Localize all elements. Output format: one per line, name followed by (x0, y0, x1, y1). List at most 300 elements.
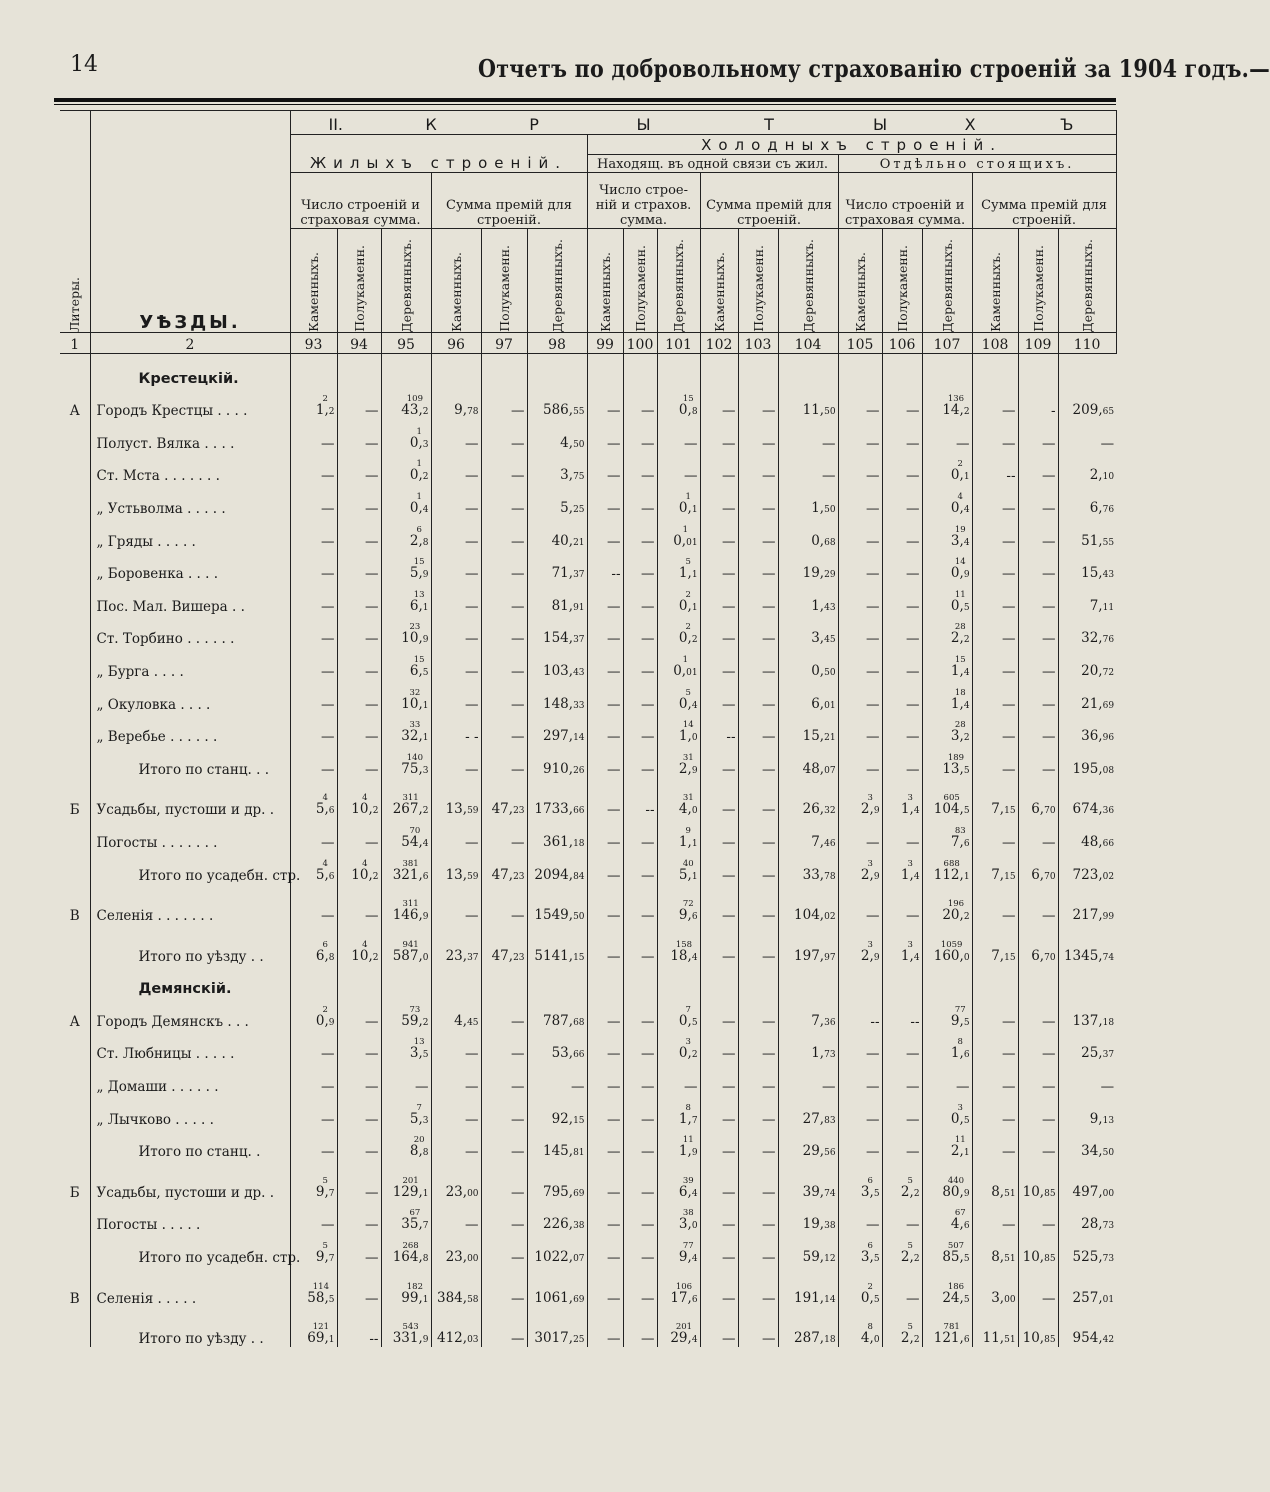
amount: — (511, 1290, 525, 1307)
uezdy-header: УѢЗДЫ. (139, 312, 241, 333)
data-cell (337, 818, 381, 851)
data-cell (381, 1128, 431, 1161)
data-cell (481, 452, 527, 485)
amount: 28, (1081, 1216, 1103, 1233)
cell-value (906, 834, 920, 851)
data-cell (1018, 1274, 1058, 1307)
data-cell (587, 647, 623, 680)
cell-value (679, 1242, 698, 1266)
cell-value (1063, 947, 1115, 965)
row-name: Ст. Мста . . . . . . . (90, 452, 290, 485)
cell-value (410, 558, 429, 582)
cell-value (866, 1111, 880, 1128)
amount: 99, (401, 1289, 423, 1306)
amount: 23, (445, 1183, 468, 1200)
data-cell (882, 1274, 922, 1307)
cell-value (951, 1038, 970, 1062)
cell-value (956, 435, 970, 452)
cell-value (762, 435, 776, 452)
amount: — (956, 435, 970, 452)
amount-fraction: 15 (573, 1115, 585, 1126)
group-premium-zhil: Сумма премій для строеній. (446, 198, 572, 228)
data-cell (337, 1160, 381, 1168)
cell-value (1073, 404, 1115, 419)
row-name: Городъ Демянскъ . . . (90, 997, 290, 1030)
data-cell (882, 615, 922, 648)
amount: — (722, 435, 736, 452)
data-cell (1058, 615, 1116, 648)
data-cell (337, 965, 381, 998)
cell-value (543, 662, 585, 680)
cell-value (551, 532, 585, 550)
amount: — (511, 533, 525, 550)
building-count: 11 (954, 589, 966, 600)
cell-value (866, 470, 880, 483)
data-cell (337, 452, 381, 485)
amount: 226, (543, 1216, 574, 1233)
data-cell (972, 354, 1018, 387)
cell-value (365, 1081, 379, 1094)
amount: 10, (401, 630, 423, 647)
data-cell (381, 387, 431, 420)
building-count: 8 (867, 1322, 873, 1333)
data-cell (778, 851, 838, 884)
building-count: 3 (907, 939, 913, 950)
data-cell (1018, 452, 1058, 485)
cell-value (803, 1145, 836, 1160)
cell-value (607, 663, 621, 680)
cell-value (365, 1290, 379, 1307)
cell-value (365, 405, 379, 418)
amount: 3, (409, 1045, 423, 1062)
amount: — (607, 948, 621, 965)
data-cell (972, 1274, 1018, 1307)
kryt-letter-5: Ы (872, 115, 888, 134)
cell-value (906, 1048, 920, 1061)
cell-value (543, 1218, 585, 1233)
kryt-letter-7: Ъ (1060, 115, 1074, 134)
data-cell (381, 517, 431, 550)
amount: — (571, 1079, 585, 1096)
cell-value (722, 435, 736, 452)
cell-value (794, 1332, 836, 1347)
cell-value (465, 568, 479, 581)
building-count: 268 (402, 1241, 419, 1252)
cell-value (641, 834, 655, 851)
cell-value (465, 761, 479, 778)
data-cell (481, 884, 527, 892)
amount: -- (611, 566, 621, 583)
cell-value (901, 1242, 920, 1266)
data-cell (587, 997, 623, 1030)
amount: — (1042, 663, 1056, 680)
data-cell (431, 452, 481, 485)
cell-value (951, 460, 970, 484)
cell-value (679, 754, 698, 778)
amount: — (641, 696, 655, 713)
amount-fraction: 6 (963, 1335, 970, 1346)
row-name: „ Веребье . . . . . . (90, 713, 290, 746)
amount: 1, (950, 1045, 964, 1062)
amount-fraction: 55 (573, 407, 585, 418)
amount: — (1002, 1111, 1016, 1128)
data-cell (778, 1201, 838, 1234)
amount-fraction: 5 (963, 1254, 970, 1265)
cell-value (465, 633, 479, 646)
col-number: 2 (185, 337, 195, 353)
data-cell (623, 550, 657, 583)
cell-value (1081, 1047, 1114, 1062)
amount: — (906, 403, 920, 420)
amount-fraction: 50 (573, 439, 585, 450)
data-cell (838, 1315, 882, 1348)
amount-fraction: 07 (573, 1254, 585, 1265)
cell-value (321, 834, 335, 851)
amount: 20, (942, 907, 964, 924)
cell-value (607, 1048, 621, 1061)
amount-fraction: 1 (963, 1148, 970, 1159)
cell-value (607, 1219, 621, 1232)
cell-value (794, 909, 836, 924)
data-cell (587, 786, 623, 819)
table-row (60, 1201, 1116, 1234)
amount-fraction: 75 (573, 472, 585, 483)
cell-value (365, 663, 379, 680)
amount-fraction: 70 (1044, 952, 1056, 963)
row-name: „ Домаши . . . . . . (90, 1062, 290, 1095)
data-cell (623, 1128, 657, 1161)
data-cell (481, 484, 527, 517)
kholodnykh-header: Холодныхъ строеній. (701, 136, 1002, 154)
data-cell (972, 786, 1018, 819)
amount: 7, (991, 866, 1005, 883)
amount: 35, (401, 1216, 423, 1233)
data-cell (838, 745, 882, 778)
data-cell (700, 387, 738, 420)
amount-fraction: 02 (824, 912, 836, 923)
cell-value (511, 761, 525, 778)
cell-value (811, 499, 836, 517)
data-cell (778, 452, 838, 485)
amount: — (1002, 1046, 1016, 1063)
cell-value (906, 1081, 920, 1094)
amount: — (1002, 729, 1016, 746)
amount-fraction: 9 (422, 912, 429, 923)
data-cell (1018, 582, 1058, 615)
cell-value (866, 598, 880, 615)
data-cell (700, 615, 738, 648)
cell-value (679, 493, 698, 517)
data-cell (623, 1160, 657, 1168)
data-cell (623, 1307, 657, 1315)
cell-value (641, 1290, 655, 1307)
data-cell (657, 713, 700, 746)
amount: — (365, 1046, 379, 1063)
amount: 331, (392, 1330, 423, 1347)
amount-fraction: 84 (573, 871, 585, 882)
data-cell (778, 1168, 838, 1201)
amount: — (722, 566, 736, 583)
amount-fraction: 46 (824, 838, 836, 849)
amount: — (511, 1331, 525, 1348)
amount-fraction: 2 (913, 1254, 920, 1265)
data-cell (290, 582, 337, 615)
building-count: 2 (867, 1281, 873, 1292)
data-cell (623, 713, 657, 746)
data-cell (290, 615, 337, 648)
amount: — (822, 1079, 836, 1096)
table-row (60, 1274, 1116, 1307)
amount: 1, (900, 866, 914, 883)
cell-value (901, 794, 920, 818)
row-letter (60, 615, 90, 648)
data-cell (481, 1030, 527, 1063)
cell-value (607, 948, 621, 965)
amount: — (607, 403, 621, 420)
cell-value (534, 866, 585, 884)
amount-fraction: 1 (691, 871, 698, 882)
amount: — (465, 1144, 479, 1161)
amount: 80, (942, 1183, 964, 1200)
cell-value (1002, 696, 1016, 713)
amount-fraction: 4 (963, 700, 970, 711)
cell-value (321, 598, 335, 615)
amount: — (511, 908, 525, 925)
amount-fraction: 2 (963, 912, 970, 923)
amount: 6, (678, 1183, 692, 1200)
cell-value (991, 1183, 1016, 1201)
amount: — (365, 834, 379, 851)
table-row (60, 452, 1116, 485)
building-count: 5 (685, 557, 691, 568)
amount-fraction: 85 (1044, 1335, 1056, 1346)
amount: 1, (315, 402, 329, 419)
amount: — (722, 1331, 736, 1348)
data-cell (337, 517, 381, 550)
running-title: Отчетъ по добровольному страхованію строеній за 1904 годъ.— (478, 54, 1270, 83)
data-cell (1018, 1307, 1058, 1315)
amount: 1345, (1063, 947, 1103, 964)
data-cell (337, 1315, 381, 1348)
amount-fraction: 7 (328, 1188, 335, 1199)
amount: — (866, 403, 880, 420)
cell-value (762, 910, 776, 923)
amount: — (641, 500, 655, 517)
data-cell (922, 1307, 972, 1315)
cell-value (543, 404, 585, 419)
data-cell (1058, 1168, 1116, 1201)
data-cell (738, 1160, 778, 1168)
data-cell (290, 1307, 337, 1315)
amount: 29, (670, 1330, 692, 1347)
amount-fraction: 8 (691, 407, 698, 418)
amount: — (511, 696, 525, 713)
amount: 10, (1022, 1249, 1045, 1266)
cell-value (1073, 1332, 1115, 1347)
data-cell (738, 932, 778, 965)
data-cell (1018, 484, 1058, 517)
column-number-row (60, 333, 1116, 354)
building-count: 2 (322, 394, 328, 405)
kryt-letter-6: Х (964, 115, 976, 134)
amount-fraction: 5 (963, 1115, 970, 1126)
data-cell (922, 851, 972, 884)
data-cell (700, 818, 738, 851)
cell-value (983, 1332, 1016, 1347)
amount: — (365, 1013, 379, 1030)
cell-value (316, 1177, 335, 1201)
amount: — (762, 1046, 776, 1063)
cell-value (861, 1283, 880, 1307)
data-cell (1018, 517, 1058, 550)
data-cell (381, 1168, 431, 1201)
amount: 6, (315, 947, 329, 964)
amount: — (956, 1079, 970, 1096)
cell-value (1042, 834, 1056, 851)
amount-fraction: 74 (824, 1188, 836, 1199)
cell-value (811, 833, 836, 851)
amount: 69, (307, 1330, 329, 1347)
cell-value (906, 633, 920, 646)
data-cell (657, 818, 700, 851)
data-cell (481, 924, 527, 932)
amount-fraction: 36 (824, 1017, 836, 1028)
amount: — (906, 533, 920, 550)
data-cell (1058, 1315, 1116, 1348)
cell-value (511, 1184, 525, 1201)
amount-fraction: 00 (1004, 1294, 1016, 1305)
data-cell (1018, 965, 1058, 998)
data-cell (481, 615, 527, 648)
amount: — (365, 631, 379, 648)
amount: 587, (392, 947, 423, 964)
amount-fraction: 85 (1044, 1254, 1056, 1265)
data-cell (1018, 615, 1058, 648)
data-cell (700, 1095, 738, 1128)
data-cell (738, 924, 778, 932)
data-cell (587, 419, 623, 452)
cell-value (321, 731, 335, 744)
cell-value (641, 405, 655, 418)
col-kam: Каменныхъ. (987, 252, 1003, 332)
data-cell (657, 1201, 700, 1234)
cell-value (321, 1081, 335, 1094)
amount-fraction: 78 (824, 871, 836, 882)
data-cell (738, 484, 778, 517)
amount: — (607, 468, 621, 485)
amount-fraction: 5 (963, 1294, 970, 1305)
data-cell (882, 452, 922, 485)
data-cell (337, 745, 381, 778)
amount: — (607, 1111, 621, 1128)
data-cell (882, 818, 922, 851)
amount: — (906, 435, 920, 452)
cell-value (934, 794, 970, 818)
cell-value (465, 910, 479, 923)
cell-value (401, 1209, 428, 1233)
data-cell (1018, 851, 1058, 884)
cell-value (762, 948, 776, 965)
amount-fraction: 2 (913, 1335, 920, 1346)
amount: — (1002, 1217, 1016, 1234)
cell-value (951, 558, 970, 582)
amount: — (762, 1331, 776, 1348)
cell-value (641, 1219, 655, 1232)
amount: 3017, (534, 1330, 574, 1347)
amount: — (762, 631, 776, 648)
data-cell (657, 1062, 700, 1095)
cell-value (410, 1038, 429, 1062)
cell-value (951, 1006, 970, 1030)
data-cell (972, 647, 1018, 680)
data-cell (657, 997, 700, 1030)
amount: 59, (802, 1249, 825, 1266)
data-cell (1058, 1128, 1116, 1161)
cell-value (1090, 469, 1114, 484)
amount: — (465, 631, 479, 648)
amount: 0, (811, 662, 825, 679)
amount: 3, (860, 1183, 874, 1200)
amount: 7, (1089, 597, 1103, 614)
data-cell (1058, 1274, 1116, 1307)
data-cell (700, 1160, 738, 1168)
cell-value (861, 794, 880, 818)
cell-value (866, 1146, 880, 1159)
data-cell (623, 680, 657, 713)
data-cell (381, 778, 431, 786)
col-number: 95 (397, 337, 415, 353)
data-cell (922, 354, 972, 387)
data-cell (778, 582, 838, 615)
amount: 1, (811, 597, 825, 614)
amount: — (641, 948, 655, 965)
amount-fraction: 96 (1102, 733, 1115, 744)
data-cell (657, 615, 700, 648)
data-cell (337, 932, 381, 965)
amount-fraction: 5 (963, 602, 970, 613)
cell-value (445, 866, 479, 884)
cell-value (410, 428, 429, 452)
cell-value (393, 860, 429, 884)
amount-fraction: 43 (573, 667, 585, 678)
cell-value (607, 1290, 621, 1307)
cell-value (951, 526, 970, 550)
amount-fraction: 08 (1102, 765, 1115, 776)
amount: — (1042, 761, 1056, 778)
cell-value (410, 1104, 429, 1128)
data-cell (738, 1030, 778, 1063)
data-cell (922, 965, 972, 998)
data-cell (738, 647, 778, 680)
amount-fraction: 7 (422, 1221, 429, 1232)
data-cell (700, 1201, 738, 1234)
cell-value (534, 1332, 584, 1347)
amount-fraction: 5 (963, 1017, 970, 1028)
amount: — (365, 1111, 379, 1128)
data-cell (972, 713, 1018, 746)
col-number: 93 (304, 337, 323, 353)
table-header (60, 111, 1116, 354)
data-cell (1058, 419, 1116, 452)
building-count: 11 (682, 1135, 694, 1146)
cell-value (722, 696, 736, 713)
data-cell (1018, 680, 1058, 713)
data-cell (838, 1168, 882, 1201)
amount: 34, (1081, 1143, 1103, 1160)
amount: — (762, 663, 776, 680)
data-cell (922, 1168, 972, 1201)
cell-value (491, 947, 525, 965)
